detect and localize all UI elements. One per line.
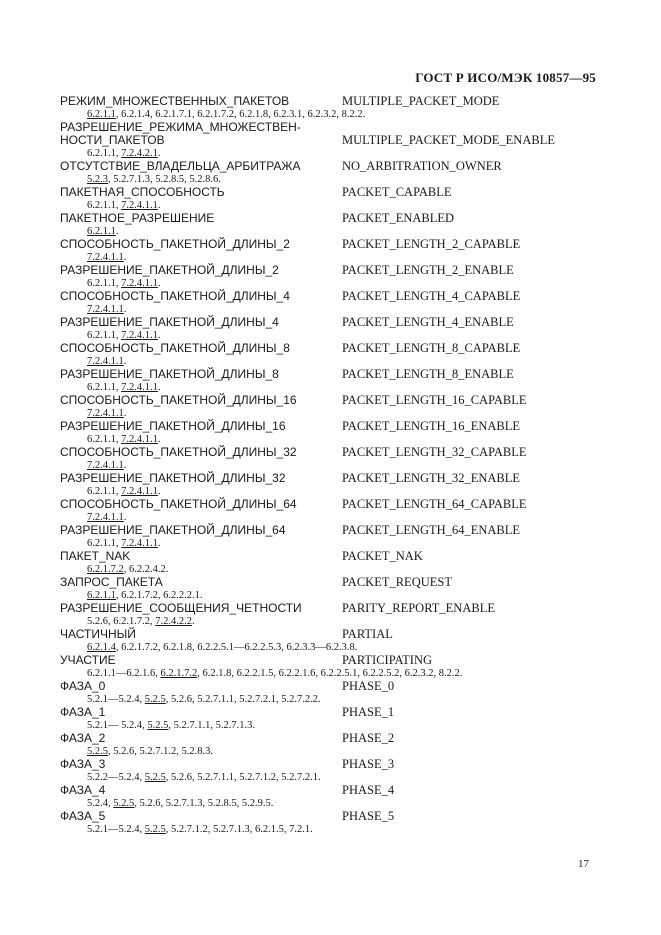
reference-link: 7.2.4.1.1 [121,382,158,393]
entry-term: РЕЖИМ_МНОЖЕСТВЕННЫХ_ПАКЕТОВ [60,94,290,108]
reference-link: 5.2.5 [87,746,108,757]
index-entry [60,420,600,446]
reference-text: . [123,460,127,471]
reference-link: 7.2.4.2.1 [121,148,158,159]
entry-term: СПОСОБНОСТЬ_ПАКЕТНОЙ_ДЛИНЫ_4 [60,289,290,303]
reference-text: 6.2.1.1, [87,148,122,159]
reference-link: 7.2.4.1.1 [87,356,124,367]
entry-english: MULTIPLE_PACKET_MODE [342,94,500,108]
reference-link: 7.2.4.1.1 [87,408,124,419]
reference-text: , 5.2.6, 5.2.7.1.3, 5.2.8.5, 5.2.9.5. [134,798,274,809]
entry-english: PACKET_LENGTH_16_CAPABLE [342,393,527,407]
entry-references [60,693,600,706]
entry-references [60,537,600,550]
entry-english: PACKET_LENGTH_8_ENABLE [342,367,514,381]
reference-text: 5.2.1— 5.2.4, [87,720,148,731]
reference-text: , 6.2.1.4, 6.2.1.7.1, 6.2.1.7.2, 6.2.1.8, 6.2.3.1, 6.2.3.2, 8.2.2. [115,109,366,120]
entry-english: PACKET_LENGTH_32_CAPABLE [342,445,527,459]
reference-text: 6.2.1.1, [87,538,122,549]
page-number: 17 [578,858,589,870]
reference-link: 7.2.4.1.1 [121,330,158,341]
entry-english: PACKET_NAK [342,549,423,563]
entry-term: ПАКЕТНАЯ_СПОСОБНОСТЬ [60,185,225,199]
entry-english: PHASE_0 [342,679,395,693]
reference-text: , 5.2.7.1.1, 5.2.7.1.3. [168,720,255,731]
reference-text: , 5.2.7.1.2, 5.2.7.1.3, 6.2.1.5, 7.2.1. [165,824,313,835]
reference-link: 7.2.4.1.1 [87,460,124,471]
reference-text: . [157,148,161,159]
index-entry [60,576,600,602]
entry-english: PARITY_REPORT_ENABLE [342,601,495,615]
index-entry [60,524,600,550]
reference-link: 5.2.5 [144,824,166,835]
index-entry [60,121,600,160]
index-entry [60,342,600,368]
entry-english: PACKET_LENGTH_2_ENABLE [342,263,514,277]
reference-link: 5.2.5 [144,772,166,783]
entry-english: PACKET_LENGTH_8_CAPABLE [342,341,521,355]
reference-link: 6.2.1.1 [87,590,116,601]
entry-english: PACKET_REQUEST [342,575,452,589]
reference-text: 6.2.1.1, [87,434,122,445]
entry-term: ФАЗА_1 [60,705,106,719]
index-entry [60,810,600,836]
reference-link: 7.2.4.1.1 [121,200,158,211]
index-entry [60,680,600,706]
reference-text: . [115,226,119,237]
reference-link: 6.2.1.7.2 [87,564,124,575]
reference-text: 5.2.2—5.2.4, [87,772,145,783]
entry-english: MULTIPLE_PACKET_MODE_ENABLE [342,133,555,147]
index-entry [60,95,600,121]
reference-text: . [157,434,161,445]
reference-text: . [123,304,127,315]
entry-references [60,641,600,654]
index-entry [60,602,600,628]
reference-link: 7.2.4.1.1 [87,512,124,523]
entry-references [60,771,600,784]
entry-english: PACKET_LENGTH_16_ENABLE [342,419,521,433]
reference-text: 5.2.1—5.2.4, [87,824,145,835]
entry-references [60,667,600,680]
reference-link: 7.2.4.1.1 [121,538,158,549]
reference-text: , 5.2.6, 5.2.7.1.1, 5.2.7.1.2, 5.2.7.2.1. [165,772,321,783]
index-entry [60,264,600,290]
entry-term: ПАКЕТ_NAK [60,549,131,563]
reference-text: . [123,356,127,367]
entry-term: РАЗРЕШЕНИЕ_ПАКЕТНОЙ_ДЛИНЫ_2 [60,263,279,277]
entry-english: PACKET_LENGTH_2_CAPABLE [342,237,521,251]
entry-term: СПОСОБНОСТЬ_ПАКЕТНОЙ_ДЛИНЫ_32 [60,445,297,459]
entry-term: СПОСОБНОСТЬ_ПАКЕТНОЙ_ДЛИНЫ_64 [60,497,297,511]
entry-term: РАЗРЕШЕНИЕ_ПАКЕТНОЙ_ДЛИНЫ_8 [60,367,279,381]
reference-text: 6.2.1.1, [87,486,122,497]
entry-term: ФАЗА_5 [60,809,106,823]
index-entry [60,654,600,680]
reference-text: 6.2.1.1—6.2.1.6, [87,668,161,679]
entry-term: СПОСОБНОСТЬ_ПАКЕТНОЙ_ДЛИНЫ_8 [60,341,290,355]
reference-text: , 6.2.1.7.2, 6.2.1.8, 6.2.2.5.1—6.2.2.5.3, 6.2.3.3—6.2.3.8. [115,642,358,653]
reference-text: . [123,512,127,523]
index-entry [60,758,600,784]
reference-text: 6.2.1.1, [87,200,122,211]
reference-link: 7.2.4.1.1 [121,434,158,445]
document-header: ГОСТ Р ИСО/МЭК 10857—95 [415,70,596,85]
entry-term: СПОСОБНОСТЬ_ПАКЕТНОЙ_ДЛИНЫ_2 [60,237,290,251]
reference-text: . [157,382,161,393]
index-entry [60,394,600,420]
entry-term: ФАЗА_2 [60,731,106,745]
reference-text: 5.2.1—5.2.4, [87,694,145,705]
index-entry [60,316,600,342]
entry-term: ПАКЕТНОЕ_РАЗРЕШЕНИЕ [60,211,215,225]
entry-english: PHASE_1 [342,705,395,719]
entry-term: ФАЗА_0 [60,679,106,693]
index-entry [60,160,600,186]
index-entry [60,784,600,810]
entry-term: ФАЗА_4 [60,783,106,797]
entry-english: NO_ARBITRATION_OWNER [342,159,502,173]
entry-term: РАЗРЕШЕНИЕ_СООБЩЕНИЯ_ЧЕТНОСТИ [60,601,302,615]
entry-references [60,719,600,732]
reference-text: 6.2.1.1, [87,330,122,341]
entry-term: ОТСУТСТВИЕ_ВЛАДЕЛЬЦА_АРБИТРАЖА [60,159,301,173]
reference-link: 5.2.5 [113,798,135,809]
reference-link: 6.2.1.4 [87,642,116,653]
entry-references [60,745,600,758]
reference-link: 5.2.3 [87,174,108,185]
index-entry [60,368,600,394]
reference-text: , 6.2.1.7.2, 6.2.2.2.1. [115,590,203,601]
entry-english: PACKET_ENABLED [342,211,455,225]
entry-references [60,823,600,836]
index-entry [60,498,600,524]
index-entry [60,290,600,316]
entry-term: РАЗРЕШЕНИЕ_ПАКЕТНОЙ_ДЛИНЫ_64 [60,523,286,537]
index-entry [60,550,600,576]
reference-link: 6.2.1.1 [87,109,116,120]
index-entry [60,706,600,732]
index-entry [60,446,600,472]
reference-link: 5.2.5 [144,694,166,705]
index-entry [60,472,600,498]
reference-text: , 5.2.6, 5.2.7.1.2, 5.2.8.3. [108,746,213,757]
index-entry [60,732,600,758]
entry-english: PACKET_LENGTH_4_CAPABLE [342,289,521,303]
entry-term-continuation: НОСТИ_ПАКЕТОВ [60,133,165,147]
reference-text: . [157,200,161,211]
reference-text: . [123,252,127,263]
entry-english: PACKET_LENGTH_32_ENABLE [342,471,521,485]
reference-text: . [157,538,161,549]
entry-term: РАЗРЕШЕНИЕ_ПАКЕТНОЙ_ДЛИНЫ_32 [60,471,286,485]
reference-text: 5.2.6, 6.2.1.7.2, [87,616,156,627]
entry-english: PACKET_LENGTH_64_ENABLE [342,523,521,537]
entry-english: PARTICIPATING [342,653,433,667]
reference-link: 7.2.4.1.1 [87,252,124,263]
reference-link: 7.2.4.2.2 [155,616,192,627]
index-entry [60,186,600,212]
reference-link: 7.2.4.1.1 [121,278,158,289]
entry-english: PHASE_5 [342,809,395,823]
entry-term: РАЗРЕШЕНИЕ_ПАКЕТНОЙ_ДЛИНЫ_16 [60,419,286,433]
index-entry [60,212,600,238]
reference-text: . [157,330,161,341]
reference-text: , 6.2.2.4.2. [123,564,169,575]
reference-text: 6.2.1.1, [87,382,122,393]
entry-term: РАЗРЕШЕНИЕ_РЕЖИМА_МНОЖЕСТВЕН- [60,120,301,134]
reference-text: , 6.2.1.8, 6.2.2.1.5, 6.2.2.1.6, 6.2.2.5.1, 6.2.2.5.2, 6.2.3.2, 8.2.2. [197,668,463,679]
entry-references [60,797,600,810]
index-list [60,95,600,836]
reference-text: . [157,278,161,289]
index-entry [60,628,600,654]
reference-link: 5.2.5 [147,720,169,731]
entry-english: PHASE_3 [342,757,395,771]
reference-text: , 5.2.7.1.3, 5.2.8.5, 5.2.8.6. [108,174,221,185]
reference-text: . [192,616,195,627]
reference-text: 5.2.4, [87,798,114,809]
entry-term: ЗАПРОС_ПАКЕТА [60,575,163,589]
entry-english: PACKET_CAPABLE [342,185,452,199]
reference-link: 6.2.1.1 [87,226,116,237]
reference-text: , 5.2.6, 5.2.7.1.1, 5.2.7.2.1, 5.2.7.2.2. [165,694,321,705]
entry-english: PHASE_2 [342,731,395,745]
index-entry [60,238,600,264]
entry-english: PACKET_LENGTH_64_CAPABLE [342,497,527,511]
entry-term: УЧАСТИЕ [60,653,116,667]
reference-link: 7.2.4.1.1 [121,486,158,497]
entry-term: ФАЗА_3 [60,757,106,771]
reference-text: . [157,486,161,497]
entry-english: PACKET_LENGTH_4_ENABLE [342,315,514,329]
entry-term: СПОСОБНОСТЬ_ПАКЕТНОЙ_ДЛИНЫ_16 [60,393,297,407]
entry-term: ЧАСТИЧНЫЙ [60,627,136,641]
reference-text: 6.2.1.1, [87,278,122,289]
reference-text: . [123,408,127,419]
entry-references [60,615,600,628]
reference-link: 6.2.1.7.2 [160,668,198,679]
entry-term: РАЗРЕШЕНИЕ_ПАКЕТНОЙ_ДЛИНЫ_4 [60,315,279,329]
reference-link: 7.2.4.1.1 [87,304,124,315]
entry-english: PHASE_4 [342,783,395,797]
entry-english: PARTIAL [342,627,393,641]
